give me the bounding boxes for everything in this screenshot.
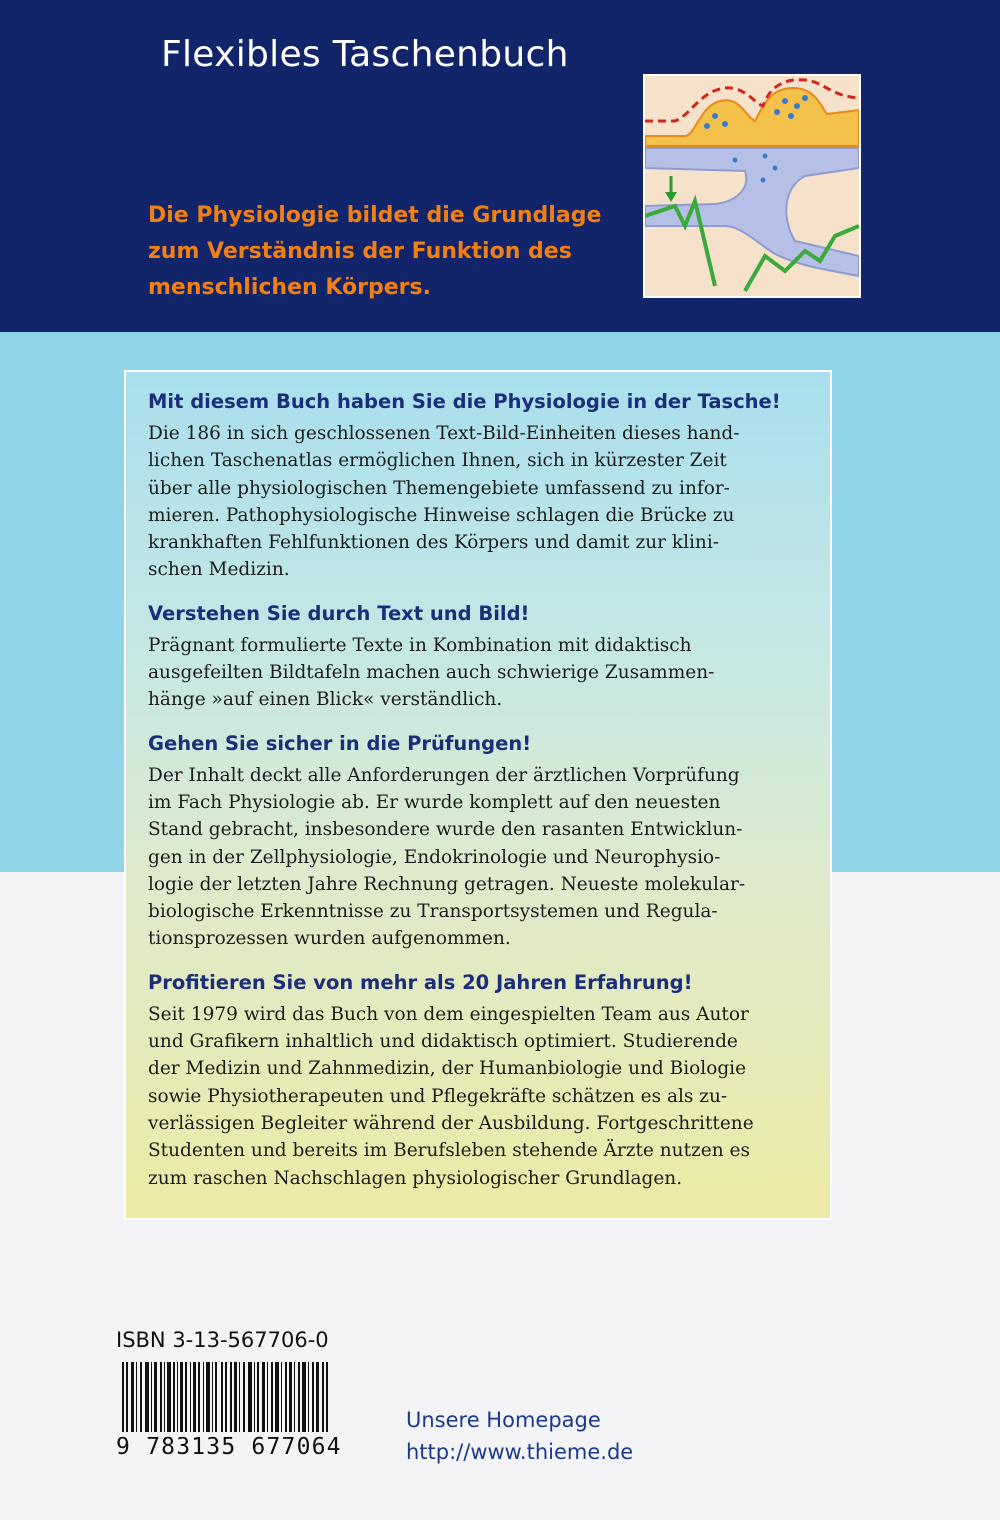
section-heading: Profitieren Sie von mehr als 20 Jahren Erfahrung! (148, 970, 693, 994)
text-line: Seit 1979 wird das Buch von dem eingespielten Team aus Autor (148, 1003, 749, 1025)
section-exams (148, 730, 808, 953)
tagline-line: Die Physiologie bildet die Grundlage (148, 203, 602, 228)
text-line: lichen Taschenatlas ermöglichen Ihnen, sich in kürzester Zeit (148, 450, 727, 472)
section-heading: Mit diesem Buch haben Sie die Physiologie in der Tasche! (148, 390, 781, 413)
text-line: Stand gebracht, insbesondere wurde den rasanten Entwicklun- (148, 819, 743, 841)
text-line: ausgefeilten Bildtafeln machen auch schwierige Zusammen- (148, 662, 715, 684)
section-text (148, 762, 808, 953)
section-text (148, 1001, 808, 1192)
text-line: sowie Physiotherapeuten und Pflegekräfte schätzen es als zu- (148, 1085, 728, 1107)
text-line: im Fach Physiologie ab. Er wurde komplett auf den neuesten (148, 791, 721, 813)
text-line: krankhaften Fehlfunktionen des Körpers und damit zur klini- (148, 532, 720, 554)
section-heading: Gehen Sie sicher in die Prüfungen! (148, 731, 532, 755)
barcode-digits: 9 783135 677064 (116, 1434, 342, 1460)
homepage-label: Unsere Homepage (406, 1408, 601, 1432)
section-experience (148, 969, 808, 1192)
description-box (124, 370, 832, 1220)
text-line: tionsprozessen wurden aufgenommen. (148, 928, 511, 950)
tagline (148, 198, 628, 306)
section-text (148, 632, 808, 714)
text-line: der Medizin und Zahnmedizin, der Humanbiologie und Biologie (148, 1058, 747, 1080)
text-line: verlässigen Begleiter während der Ausbildung. Fortgeschrittene (148, 1112, 754, 1134)
section-pocket (148, 388, 808, 584)
text-line: über alle physiologischen Themengebiete umfassend zu infor- (148, 477, 730, 499)
text-line: schen Medizin. (148, 559, 290, 581)
series-title: Flexibles Taschenbuch (161, 34, 569, 75)
tagline-line: menschlichen Körpers. (148, 275, 431, 300)
text-line: gen in der Zellphysiologie, Endokrinologie und Neurophysio- (148, 846, 721, 868)
tagline-line: zum Verständnis der Funktion des (148, 239, 572, 264)
text-line: Studenten und bereits im Berufsleben stehende Ärzte nutzen es (148, 1140, 750, 1162)
isbn-number: ISBN 3-13-567706-0 (116, 1328, 329, 1352)
text-line: Die 186 in sich geschlossenen Text-Bild-Einheiten dieses hand- (148, 423, 740, 444)
text-line: Prägnant formulierte Texte in Kombination mit didaktisch (148, 634, 692, 656)
text-line: hänge »auf einen Blick« verständlich. (148, 689, 503, 711)
homepage-link[interactable]: http://www.thieme.de (406, 1440, 634, 1464)
section-heading: Verstehen Sie durch Text und Bild! (148, 601, 530, 625)
text-line: mieren. Pathophysiologische Hinweise schlagen die Brücke zu (148, 504, 735, 526)
text-line: zum raschen Nachschlagen physiologischer Grundlagen. (148, 1167, 683, 1189)
section-text (148, 420, 808, 584)
homepage-block (406, 1404, 633, 1468)
synapse-illustration-icon (643, 74, 861, 298)
text-line: logie der letzten Jahre Rechnung getragen. Neueste molekular- (148, 873, 746, 895)
section-text-image (148, 600, 808, 714)
text-line: biologische Erkenntnisse zu Transportsystemen und Regula- (148, 901, 718, 923)
text-line: Der Inhalt deckt alle Anforderungen der ärztlichen Vorprüfung (148, 764, 740, 786)
text-line: und Grafikern inhaltlich und didaktisch optimiert. Studierende (148, 1031, 738, 1053)
